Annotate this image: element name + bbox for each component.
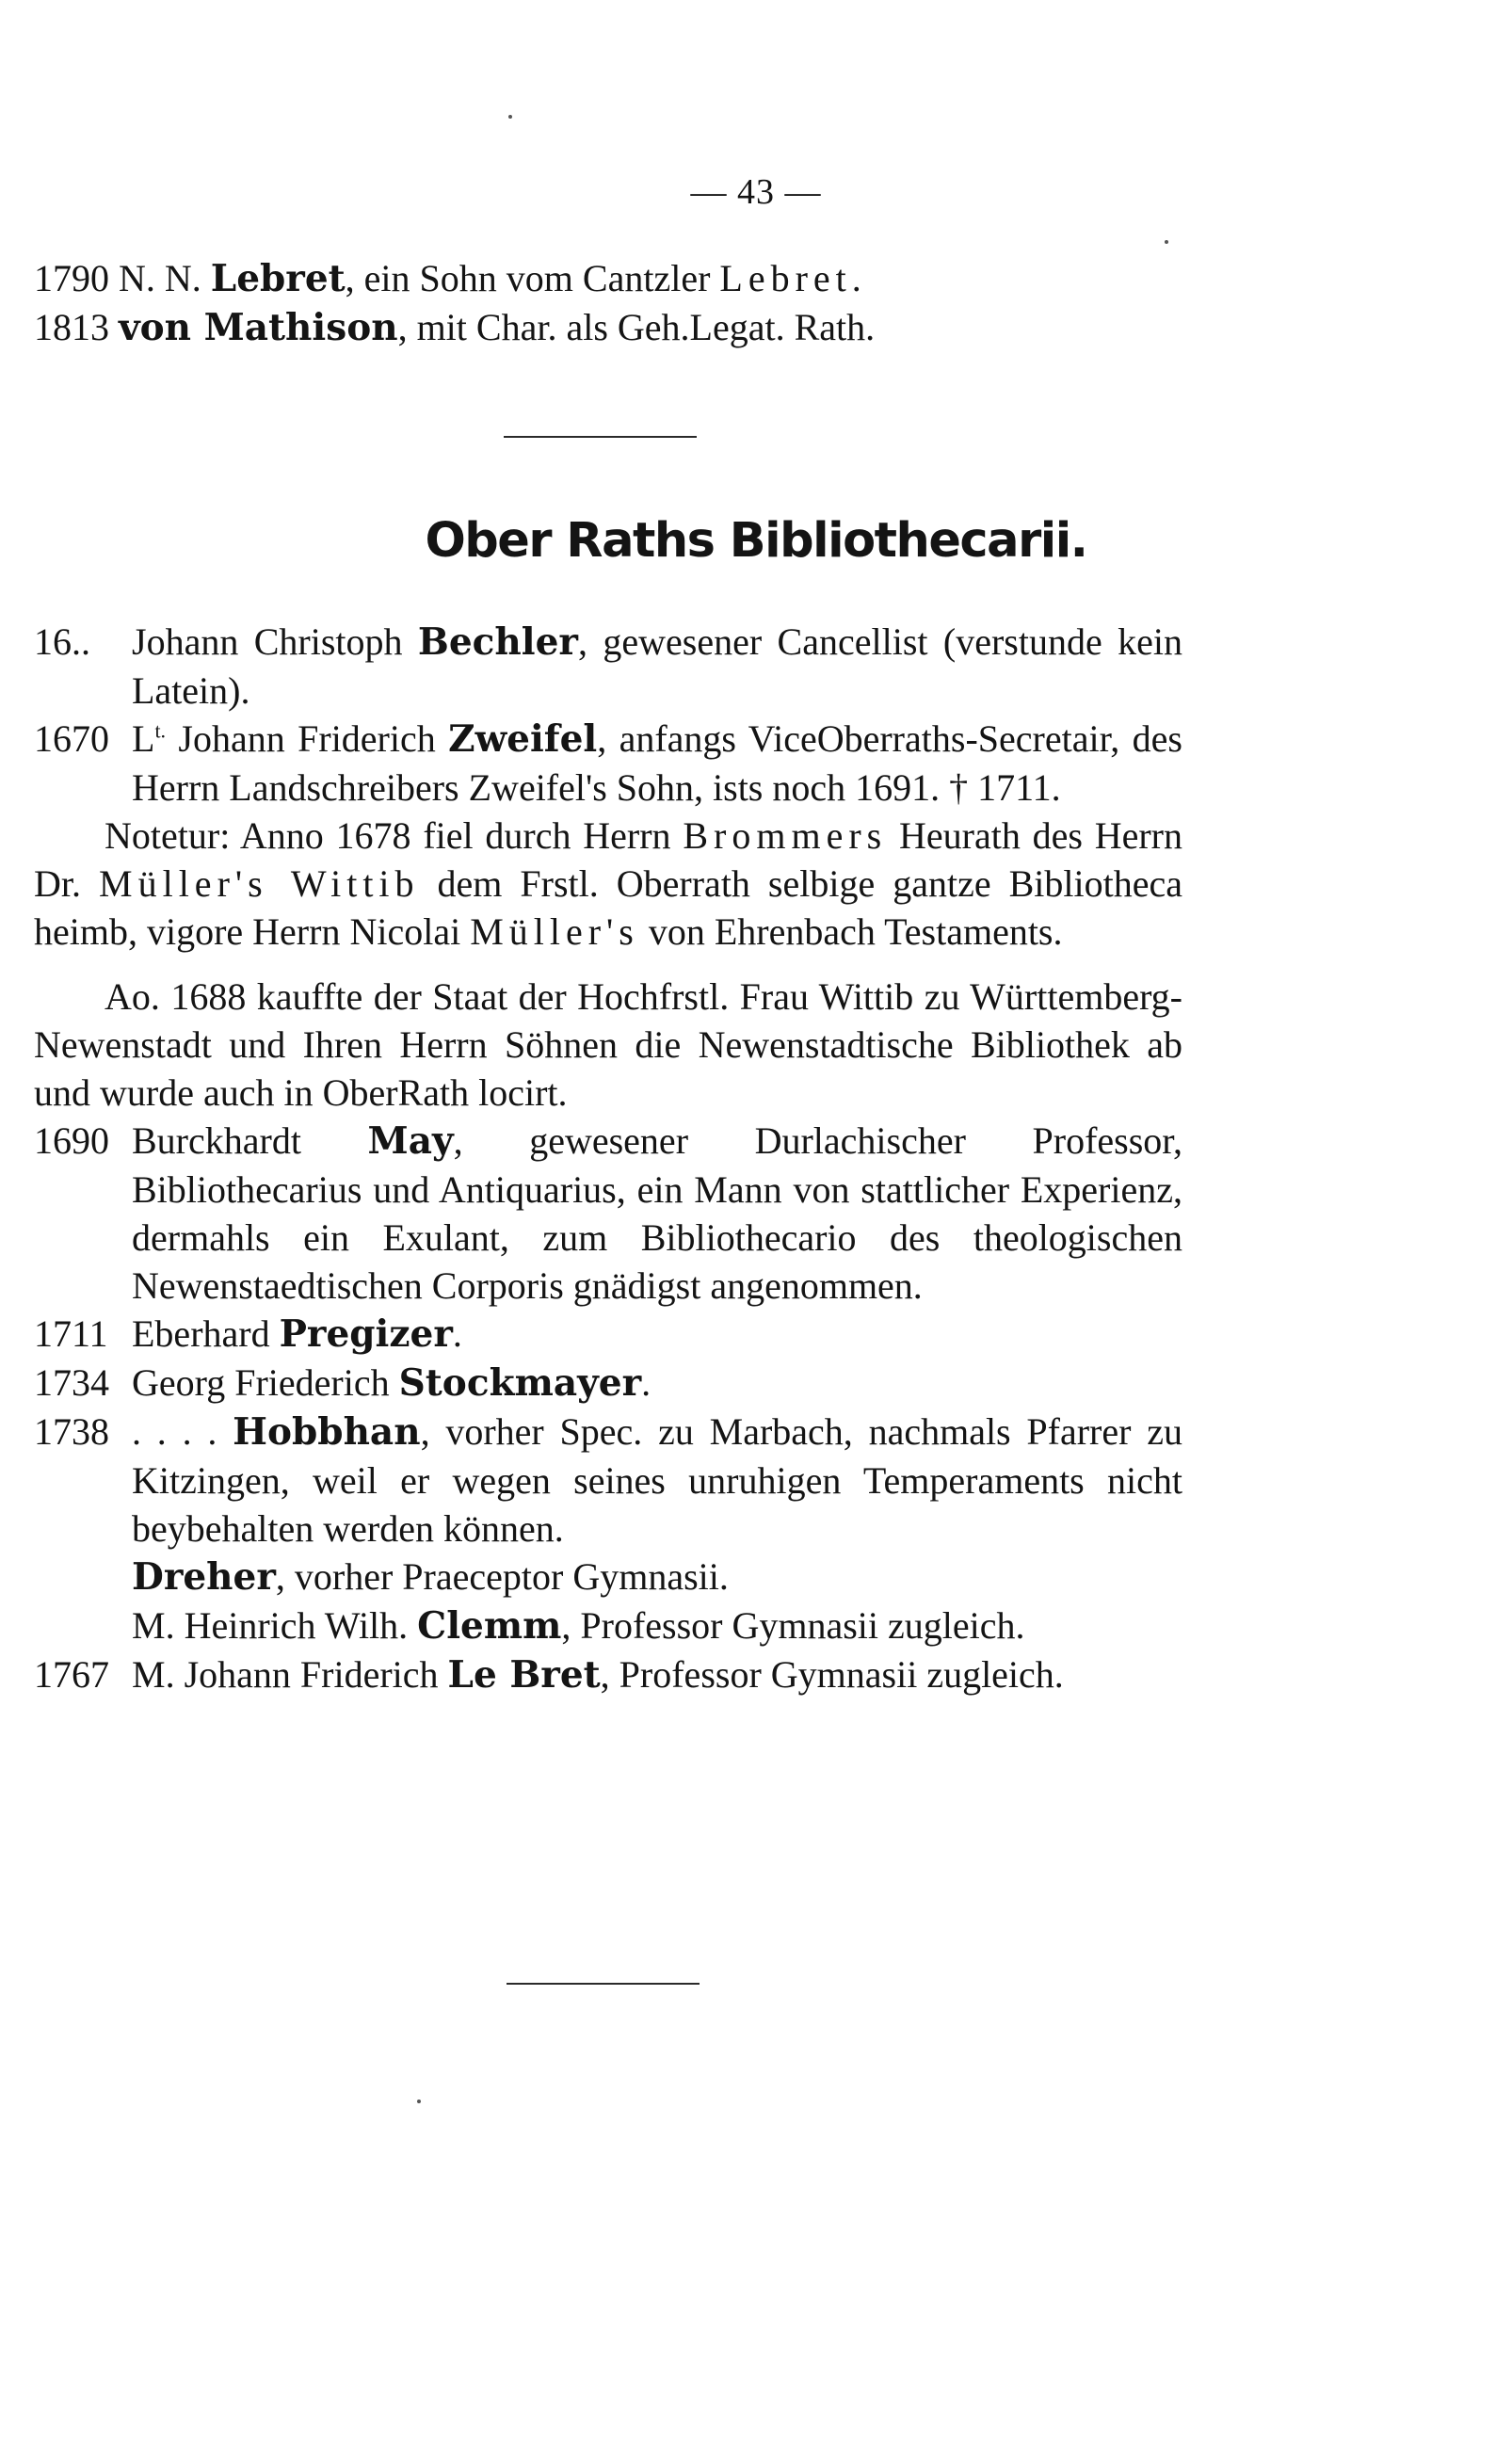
page-number: — 43 — — [690, 172, 822, 212]
print-speck — [1165, 240, 1168, 244]
entry-bechler: 16.. Johann Christoph Bechler, gewesener Cancellist (verstunde kein Latein). — [34, 620, 1182, 712]
section-heading: Ober Raths Bibliothecarii. — [425, 513, 1087, 569]
name-le-bret: Le Bret — [447, 1653, 601, 1697]
name-bechler: Bechler — [417, 620, 578, 664]
name-stockmayer: Stockmayer — [398, 1361, 642, 1405]
entry-stockmayer: 1734 Georg Friederich Stockmayer. — [34, 1361, 651, 1405]
name-mathison: von Mathison — [119, 306, 398, 349]
entry-zweifel: 1670 $L^{t.}$ Johann Friderich Zweifel, anfangs ViceOberraths-Secretair, des Herrn Landschreibers Zweifel's Sohn, ists noch 1691. † 1711. — [34, 717, 1182, 809]
entry-hobbhan: 1738 . . . . Hobbhan, vorher Spec. zu Marbach, nachmals Pfarrer zu Kitzingen, weil er wegen seines unruhigen Temperaments nicht beybehalten werden können. — [34, 1410, 1182, 1550]
name-pregizer: Pregizer — [279, 1312, 453, 1356]
name-hobbhan: Hobbhan — [233, 1410, 421, 1454]
name-clemm: Clemm — [417, 1604, 562, 1648]
print-speck — [417, 2100, 421, 2103]
entry-1813: 1813 von Mathison, mit Char. als Geh.Legat. Rath. — [34, 306, 876, 349]
entry-1790: 1790 N. N. Lebret, ein Sohn vom Cantzler Lebret. — [34, 257, 861, 300]
entry-pregizer: 1711 Eberhard Pregizer. — [34, 1312, 462, 1356]
top-entries — [34, 254, 1182, 352]
notetur-paragraph: Notetur: Anno 1678 fiel durch Herrn Brommers Heurath des Herrn Dr. Müller's Wittib dem Frstl. Oberrath selbige gantze Bibliotheca heimb, vigore Herrn Nicolai Müller's von Ehrenbach Testaments. — [34, 814, 1183, 953]
name-dreher: Dreher — [132, 1555, 276, 1599]
entry-dreher: Dreher, vorher Praeceptor Gymnasii. — [132, 1555, 729, 1599]
name-zweifel: Zweifel — [448, 717, 598, 761]
entry-may: 1690 Burckhardt May, gewesener Durlachischer Professor, Bibliothecarius und Antiquarius, ein Mann von stattlicher Experienz, dermahls ein Exulant, zum Bibliothecario des theologischen Newenstaedtischen Corporis gnädigst angenommen. — [34, 1119, 1182, 1307]
print-speck — [508, 115, 512, 119]
section-divider — [504, 436, 697, 438]
main-entries — [34, 618, 1182, 1699]
entry-lebret-1767: 1767 M. Johann Friderich Le Bret, Professor Gymnasii zugleich. — [34, 1653, 1064, 1697]
name-may: May — [367, 1119, 454, 1163]
ao-1688-paragraph: Ao. 1688 kauffte der Staat der Hochfrstl. Frau Wittib zu Württemberg-Newenstadt und Ihren Herrn Söhnen die Newenstadtische Bibliothek ab und wurde auch in OberRath locirt. — [34, 975, 1182, 1114]
name-lebret: Lebret — [210, 257, 346, 300]
entry-clemm: M. Heinrich Wilh. Clemm, Professor Gymnasii zugleich. — [132, 1604, 1025, 1648]
end-divider — [507, 1983, 700, 1985]
